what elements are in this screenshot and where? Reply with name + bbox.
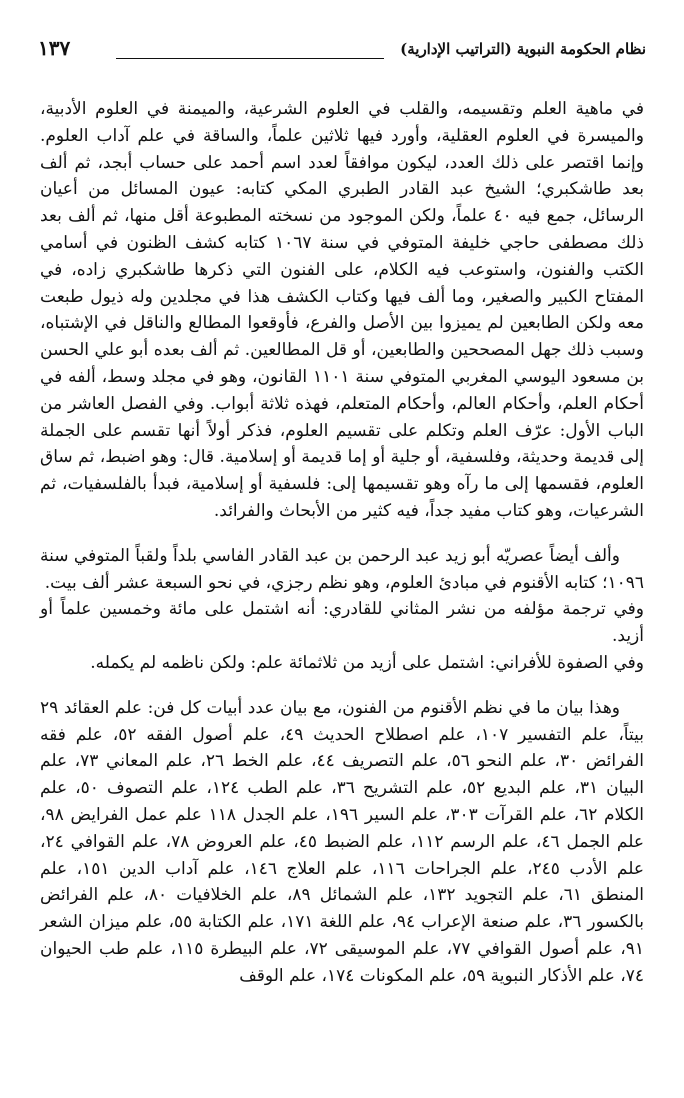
page-number: ١٣٧ [38,36,71,60]
running-title: نظام الحكومة النبوية (التراتيب الإدارية) [400,40,646,58]
header-rule [116,58,384,59]
paragraph-al-aqnum: وألف أيضاً عصريّه أبو زيد عبد الرحمن بن عبد القادر الفاسي بلداً ولقباً المتوفي سنة ١٠٩٦؛ كتابه الأقنوم في مبادئ العلوم، وهو نظم رجزي، في نحو السبعة عشر ألف بيت. [40,545,644,593]
paragraph-nashr-al-mathani: وفي ترجمة مؤلفه من نشر المثاني للقادري: أنه اشتمل على مائة وخمسين علماً أو أزيد. [40,599,644,647]
paragraph-sciences-list: وهذا بيان ما في نظم الأقنوم من الفنون، مع بيان عدد أبيات كل فن: علم العقائد ٢٩ بيتاً، علم التفسير ١٠٧، علم اصطلاح الحديث ٤٩، علم أصول الفقه ٥٢، علم فقه الفرائض ٣٠، علم النحو ٥٦، علم التصريف ٤٤، علم الخط ٢٦، علم المعاني ٧٣، علم البيان ٣١، علم البديع ٥٢، علم التشريح ٣٦، علم الطب ١٢٤، علم التصوف ٥٠، علم الكلام ٦٢، علم القرآت ٣٠٣، علم السير ١٩٦، علم الجدل ١١٨ علم عمل الفرايض ٩٨، علم الجمل ٤٦، علم الرسم ١١٢، علم الضبط ٤٥، علم العروض ٧٨، علم القوافي ٢٤، علم الأدب ٢٤٥، علم الجراحات ١١٦، علم العلاج ١٤٦، علم آداب الدين ١٥١، علم المنطق ٦١، علم التجويد ١٣٢، علم الشمائل ٨٩، علم الخلافيات ٨٠، علم الفرائض بالكسور ٣٦، علم صنعة الإعراب ٩٤، علم اللغة ١٧١، علم الكتابة ٥٥، علم ميزان الشعر ٩١، علم أصول القوافي ٧٧، علم الموسيقى ٧٢، علم البيطرة ١١٥، علم طب الحيوان ٧٤، علم الأذكار النبوية ٥٩، علم المكونات ١٧٤، علم الوقف [40,697,645,986]
page-header [38,38,646,68]
paragraph-al-safwa: وفي الصفوة للأفراني: اشتمل على أزيد من ثلاثمائة علم: ولكن ناظمه لم يكمله. [90,652,644,673]
paragraph-ilm-classification: في ماهية العلم وتقسيمه، والقلب في العلوم الشرعية، والميمنة في العلوم الأدبية، والميسرة في العلوم العقلية، وأورد فيها ثلاثين علماً، والساقة في علم آداب العلوم. وإنما اقتصر على ذلك العدد، ليكون موافقاً لعدد اسم أحمد على حساب أبجد، ثم ألف بعد طاشكبري؛ الشيخ عبد القادر الطبري المكي كتابه: عيون المسائل من أعيان الرسائل، جمع فيه ٤٠ علماً، ولكن الموجود من نسخته المطبوعة أقل منها، ثم ألف بعد ذلك مصطفى حاجي خليفة المتوفي في سنة ١٠٦٧ كتابه كشف الظنون في أسامي الكتب والفنون، واستوعب فيه الكلام، على الفنون التي ذكرها طاشكبري زاده، في المفتاح الكبير والصغير، وما ألف فيها وكتاب الكشف هذا في مجلدين وله ذيول طبعت معه ولكن الطابعين لم يميزوا بين الأصل والفرع، فأوقعوا المطالع والناقل في الإشتباه، وسبب ذلك جهل المصححين والطابعين، أو قل المطالعين. ثم ألف بعده أبو علي الحسن بن مسعود اليوسي المغربي المتوفي سنة ١١٠١ القانون، وهو في مجلد وسط، ألفه في أحكام العلم، وأحكام العالم، وأحكام المتعلم، فهذه ثلاثة أبواب. وفي الفصل العاشر من الباب الأول: عرّف العلم وتكلم على تقسيم العلوم، فذكر أولاً أنها تقسم على الجملة إلى قديمة وحديثة، وفلسفية، أو جلية أو إما قديمة أو إسلامية. قال: وهو اضبط، ثم ساق العلوم، فقسمها إلى ما رآه وهو تقسيمها إلى: فلسفية أو إسلامية، فبدأ بالفلسفيات، ثم الشرعيات، وهو كتاب مفيد جداً، فيه كثير من الأبحاث والفرائد. [40,99,644,521]
body-text [40,96,644,990]
